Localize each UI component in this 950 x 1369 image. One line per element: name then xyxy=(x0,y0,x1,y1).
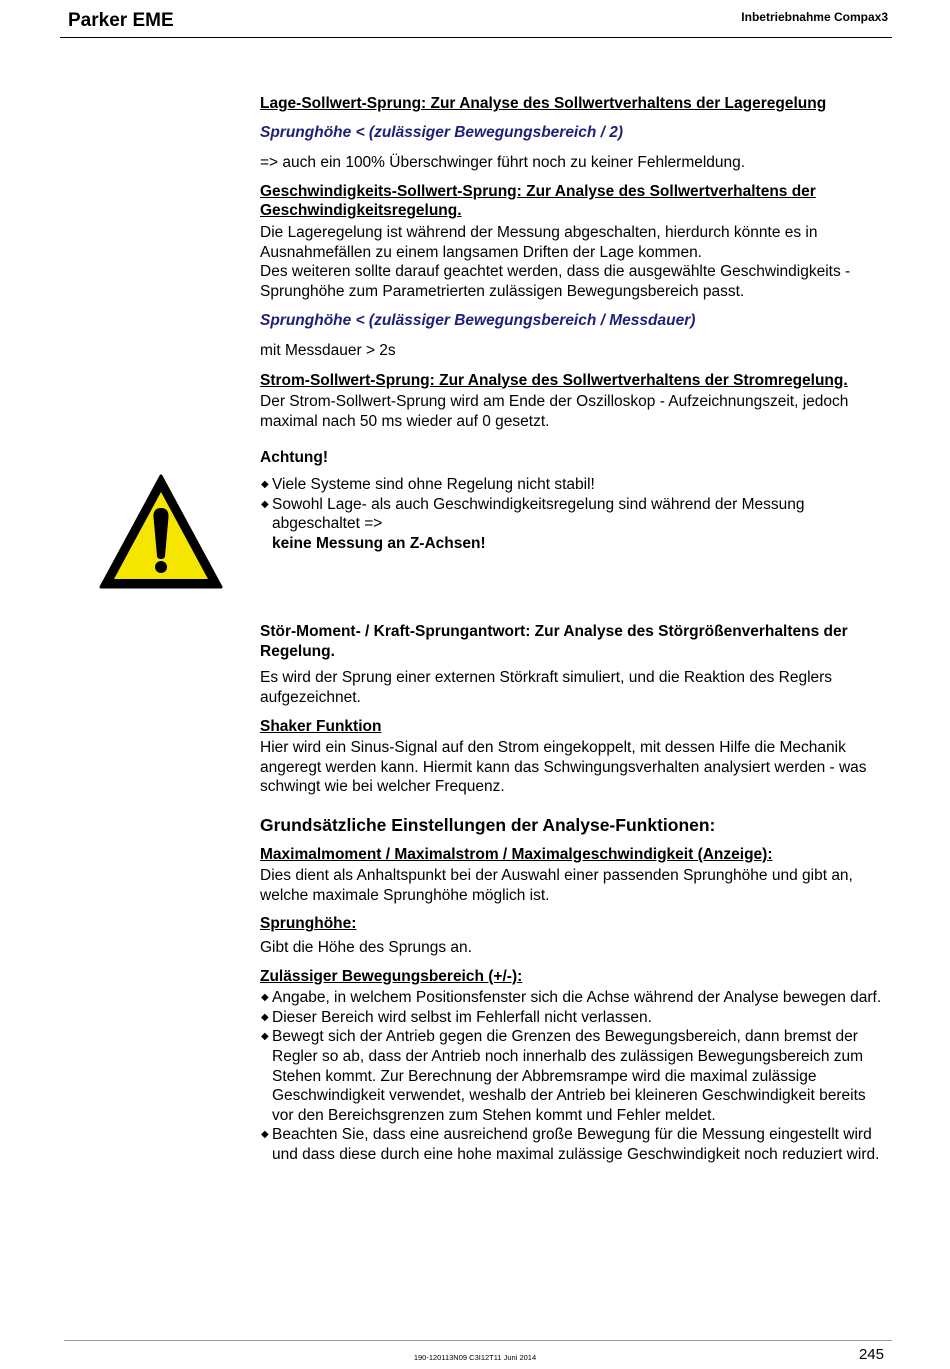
bullet-icon: ◆ xyxy=(261,1031,269,1043)
paragraph: Hier wird ein Sinus-Signal auf den Strom eingekoppelt, mit dessen Hilfe die Mechanik angeregt werden kann. Hiermit kann das Schwingungsverhalten analysiert werden - was schwingt wie bei welcher Frequenz. xyxy=(260,739,867,796)
list-item: ◆ Viele Systeme sind ohne Regelung nicht stabil! xyxy=(261,475,595,493)
section-title: Grundsätzliche Einstellungen der Analyse-Funktionen: xyxy=(260,815,716,836)
warning-emphasis: keine Messung an Z-Achsen! xyxy=(272,534,486,552)
section-heading: Stör-Moment- / Kraft-Sprungantwort: Zur Analyse des Störgrößenverhaltens der Regelung. xyxy=(260,623,848,660)
footer-divider xyxy=(64,1340,892,1341)
warning-list xyxy=(260,475,888,553)
paragraph: Gibt die Höhe des Sprungs an. xyxy=(260,939,472,956)
section-heading: Lage-Sollwert-Sprung: Zur Analyse des Sollwertverhaltens der Lageregelung xyxy=(260,95,827,112)
section-heading: Strom-Sollwert-Sprung: Zur Analyse des Sollwertverhaltens der Stromregelung. xyxy=(260,371,848,389)
main-content xyxy=(260,94,888,1165)
range-list xyxy=(260,988,888,1164)
list-item: ◆ Sowohl Lage- als auch Geschwindigkeitsregelung sind während der Messung abgeschaltet => keine Messung an Z-Achsen! xyxy=(261,495,805,552)
list-item: ◆ Bewegt sich der Antrieb gegen die Grenzen des Bewegungsbereich, dann bremst der Regler so ab, dass der Antrieb noch innerhalb des zulässigen Bewegungsbereich zum Stehen kommt. Zur Berechnung der Abbremsrampe wird die maximal zulässige Geschwindigkeit verwendet, weshalb der Antrieb bei kleineren Geschwindigkeit bereits vor den Bereichsgrenzen zum Stehen kommt und Fehler meldet. xyxy=(261,1028,866,1124)
paragraph: mit Messdauer > 2s xyxy=(260,341,396,359)
formula: Sprunghöhe < (zulässiger Bewegungsbereich / 2) xyxy=(260,123,624,141)
section-heading: Maximalmoment / Maximalstrom / Maximalgeschwindigkeit (Anzeige): xyxy=(260,845,773,863)
bullet-icon: ◆ xyxy=(261,992,269,1004)
bullet-icon: ◆ xyxy=(261,498,269,510)
formula: Sprunghöhe < (zulässiger Bewegungsbereich / Messdauer) xyxy=(260,312,696,330)
warning-triangle-icon xyxy=(99,474,223,590)
paragraph: => auch ein 100% Überschwinger führt noch zu keiner Fehlermeldung. xyxy=(260,154,746,172)
bullet-icon: ◆ xyxy=(261,1011,269,1023)
paragraph: Die Lageregelung ist während der Messung abgeschalten, hierdurch könnte es in Ausnahmefällen zu einem langsamen Driften der Lage kommen. xyxy=(260,223,818,261)
header-company: Parker EME xyxy=(68,10,174,31)
warning-title: Achtung! xyxy=(260,449,329,467)
list-item: ◆ Angabe, in welchem Positionsfenster sich die Achse während der Analyse bewegen darf. xyxy=(261,989,882,1007)
paragraph: Es wird der Sprung einer externen Störkraft simuliert, und die Reaktion des Reglers aufgezeichnet. xyxy=(260,669,833,707)
header-divider xyxy=(60,37,892,38)
list-item: ◆ Beachten Sie, dass eine ausreichend große Bewegung für die Messung eingestellt wird und dass diese durch eine hohe maximal zulässige Geschwindigkeit noch reduziert wird. xyxy=(261,1126,880,1163)
paragraph: Dies dient als Anhaltspunkt bei der Auswahl einer passenden Sprunghöhe und gibt an, welche maximale Sprunghöhe möglich ist. xyxy=(260,867,853,904)
section-heading: Shaker Funktion xyxy=(260,717,382,735)
header-document-title: Inbetriebnahme Compax3 xyxy=(741,10,888,24)
list-item: ◆ Dieser Bereich wird selbst im Fehlerfall nicht verlassen. xyxy=(261,1008,652,1026)
paragraph: Des weiteren sollte darauf geachtet werden, dass die ausgewählte Geschwindigkeits - Sprunghöhe zum Parametrierten zulässigen Bewegungsbereich passt. xyxy=(260,263,851,300)
section-heading: Geschwindigkeits-Sollwert-Sprung: Zur Analyse des Sollwertverhaltens der Geschwindigkeitsregelung. xyxy=(260,182,816,220)
footer-document-id: 190-120113N09 C3I12T11 Juni 2014 xyxy=(413,1353,537,1362)
section-heading: Zulässiger Bewegungsbereich (+/-): xyxy=(260,967,523,985)
page-number: 245 xyxy=(858,1346,884,1363)
bullet-icon: ◆ xyxy=(261,1129,269,1141)
bullet-icon: ◆ xyxy=(261,478,269,490)
paragraph: Der Strom-Sollwert-Sprung wird am Ende der Oszilloskop - Aufzeichnungszeit, jedoch maximal nach 50 ms wieder auf 0 gesetzt. xyxy=(260,393,849,430)
section-heading: Sprunghöhe: xyxy=(260,915,357,933)
